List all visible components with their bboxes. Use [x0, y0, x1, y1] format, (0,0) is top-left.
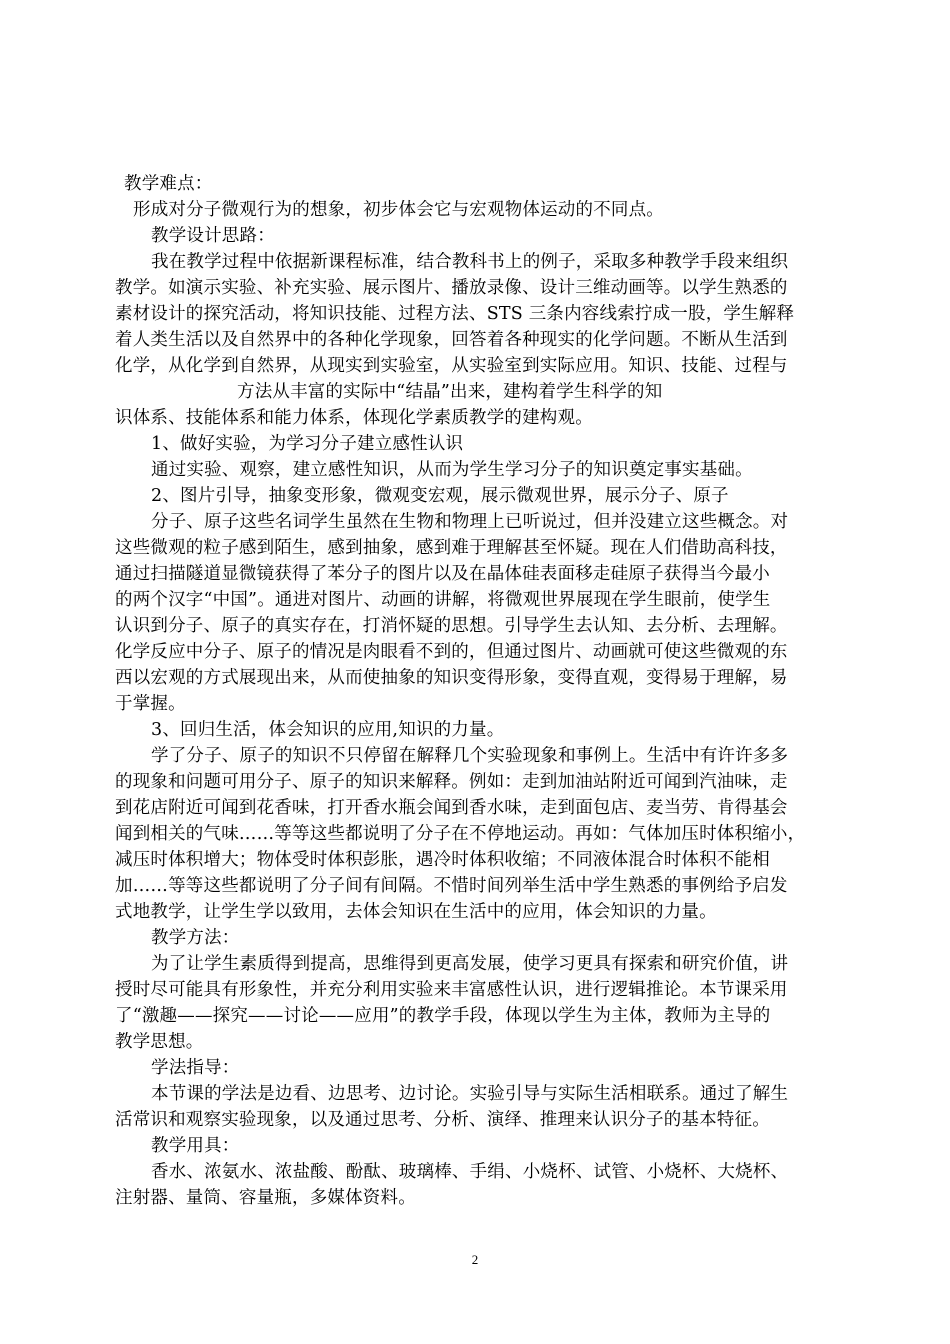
text-line: 这些微观的粒子感到陌生，感到抽象，感到难于理解甚至怀疑。现在人们借助高科技， — [115, 538, 788, 558]
text-line: 教学设计思路： — [151, 226, 275, 246]
text-line: 活常识和观察实验现象，以及通过思考、分析、演绎、推理来认识分子的基本特征。 — [115, 1110, 770, 1130]
text-line: 教学方法： — [151, 928, 240, 948]
text-line: 教学用具： — [151, 1136, 240, 1156]
text-line: 着人类生活以及自然界中的各种化学现象，回答着各种现实的化学问题。不断从生活到 — [115, 330, 788, 350]
text-line: 香水、浓氨水、浓盐酸、酚酞、玻璃棒、手绢、小烧杯、试管、小烧杯、大烧杯、 — [151, 1162, 789, 1182]
text-line: 教学思想。 — [115, 1032, 204, 1052]
text-line: 形成对分子微观行为的想象，初步体会它与宏观物体运动的不同点。 — [133, 200, 664, 220]
text-line: 了“激趣——探究——讨论——应用”的教学手段，体现以学生为主体，教师为主导的 — [115, 1006, 771, 1026]
text-line: 通过扫描隧道显微镜获得了苯分子的图片以及在晶体硅表面移走硅原子获得当今最小 — [115, 564, 770, 584]
text-line: 我在教学过程中依据新课程标准，结合教科书上的例子，采取多种教学手段来组织 — [151, 252, 789, 272]
text-line: 的两个汉字“中国”。通进对图片、动画的讲解，将微观世界展现在学生眼前，使学生 — [115, 590, 771, 610]
text-line: 本节课的学法是边看、边思考、边讨论。实验引导与实际生活相联系。通过了解生 — [151, 1084, 789, 1104]
text-line: 1、做好实验，为学习分子建立感性认识 — [151, 434, 464, 454]
text-line: 识体系、技能体系和能力体系，体现化学素质教学的建构观。 — [115, 408, 593, 428]
text-line: 式地教学，让学生学以致用，去体会知识在生活中的应用，体会知识的力量。 — [115, 902, 717, 922]
text-line: 方法从丰富的实际中“结晶”出来，建构着学生科学的知 — [237, 382, 663, 402]
text-line: 学法指导： — [151, 1058, 240, 1078]
text-line: 到花店附近可闻到花香味，打开香水瓶会闻到香水味，走到面包店、麦当劳、肯得基会 — [115, 798, 788, 818]
text-line: 2、图片引导，抽象变形象，微观变宏观，展示微观世界，展示分子、原子 — [151, 486, 729, 506]
text-line: 教学。如演示实验、补充实验、展示图片、播放录像、设计三维动画等。以学生熟悉的 — [115, 278, 788, 298]
text-line: 通过实验、观察，建立感性知识，从而为学生学习分子的知识奠定事实基础。 — [151, 460, 753, 480]
text-line: 为了让学生素质得到提高，思维得到更高发展，使学习更具有探索和研究价值，讲 — [151, 954, 789, 974]
text-line: 注射器、量筒、容量瓶，多媒体资料。 — [115, 1188, 416, 1208]
text-line: 化学，从化学到自然界，从现实到实验室，从实验室到实际应用。知识、技能、过程与 — [115, 356, 788, 376]
text-line: 分子、原子这些名词学生虽然在生物和物理上已听说过，但并没建立这些概念。对 — [151, 512, 789, 532]
text-line: 减压时体积增大；物体受时体积彭胀，遇冷时体积收缩；不同液体混合时体积不能相 — [115, 850, 770, 870]
text-line: 学了分子、原子的知识不只停留在解释几个实验现象和事例上。生活中有许许多多 — [151, 746, 789, 766]
text-line: 3、回归生活，体会知识的应用,知识的力量。 — [151, 720, 505, 740]
text-line: 闻到相关的气味……等等这些都说明了分子在不停地运动。再如：气体加压时体积缩小， — [115, 824, 806, 844]
text-line: 加……等等这些都说明了分子间有间隔。不惜时间列举生活中学生熟悉的事例给予启发 — [115, 876, 788, 896]
text-line: 素材设计的探究活动，将知识技能、过程方法、STS 三条内容线索拧成一股，学生解释 — [115, 304, 795, 324]
text-line: 授时尽可能具有形象性，并充分利用实验来丰富感性认识，进行逻辑推论。本节课采用 — [115, 980, 788, 1000]
page-number: 2 — [471, 1252, 479, 1267]
text-line: 教学难点： — [124, 174, 213, 194]
text-line: 的现象和问题可用分子、原子的知识来解释。例如：走到加油站附近可闻到汽油味，走 — [115, 772, 788, 792]
text-line: 西以宏观的方式展现出来，从而使抽象的知识变得形象，变得直观，变得易于理解，易 — [115, 668, 788, 688]
text-line: 于掌握。 — [115, 694, 186, 714]
text-line: 认识到分子、原子的真实存在，打消怀疑的思想。引导学生去认知、去分析、去理解。 — [115, 616, 788, 636]
text-line: 化学反应中分子、原子的情况是肉眼看不到的，但通过图片、动画就可使这些微观的东 — [115, 642, 788, 662]
